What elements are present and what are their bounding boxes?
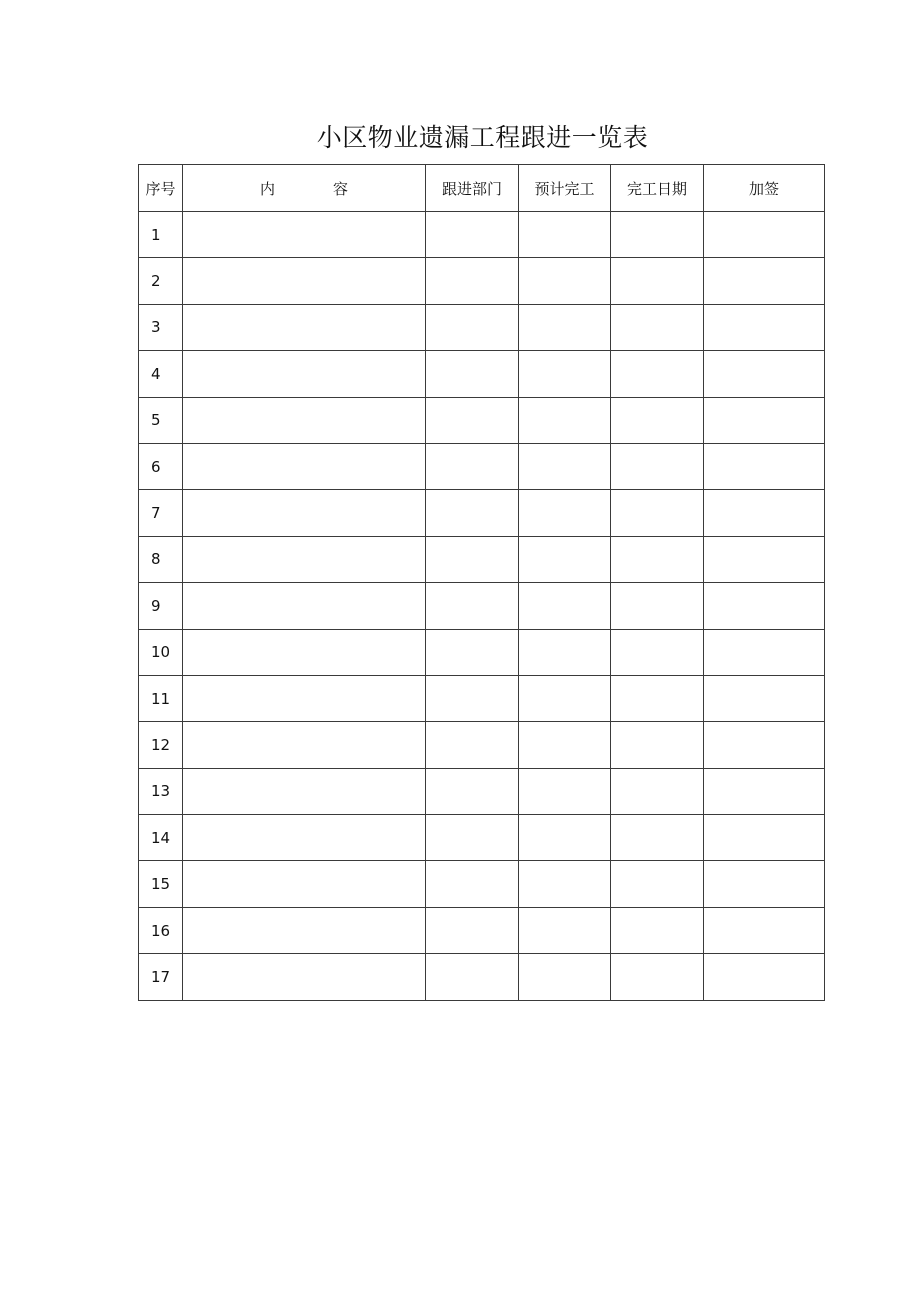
completion-date-cell <box>611 212 704 258</box>
expected-completion-cell <box>519 536 611 582</box>
content-cell <box>183 861 426 907</box>
expected-completion-cell <box>519 675 611 721</box>
completion-date-cell <box>611 304 704 350</box>
row-number: 5 <box>139 397 183 443</box>
row-number: 16 <box>139 907 183 953</box>
department-cell <box>426 722 519 768</box>
signature-cell <box>704 722 825 768</box>
completion-date-cell <box>611 954 704 1000</box>
signature-cell <box>704 768 825 814</box>
signature-cell <box>704 351 825 397</box>
row-number: 13 <box>139 768 183 814</box>
row-number: 10 <box>139 629 183 675</box>
row-number: 12 <box>139 722 183 768</box>
signature-cell <box>704 675 825 721</box>
table-row <box>139 258 825 304</box>
content-cell <box>183 954 426 1000</box>
completion-date-cell <box>611 258 704 304</box>
completion-date-cell <box>611 351 704 397</box>
expected-completion-cell <box>519 351 611 397</box>
signature-cell <box>704 536 825 582</box>
content-cell <box>183 629 426 675</box>
signature-cell <box>704 907 825 953</box>
content-cell <box>183 304 426 350</box>
signature-cell <box>704 490 825 536</box>
department-cell <box>426 861 519 907</box>
table-row <box>139 675 825 721</box>
department-cell <box>426 583 519 629</box>
expected-completion-cell <box>519 629 611 675</box>
signature-cell <box>704 212 825 258</box>
signature-cell <box>704 629 825 675</box>
header-seq: 序号 <box>139 165 183 212</box>
expected-completion-cell <box>519 490 611 536</box>
header-department: 跟进部门 <box>426 165 519 212</box>
table-row <box>139 351 825 397</box>
completion-date-cell <box>611 675 704 721</box>
expected-completion-cell <box>519 722 611 768</box>
row-number: 7 <box>139 490 183 536</box>
content-cell <box>183 443 426 489</box>
completion-date-cell <box>611 490 704 536</box>
header-content-part2: 容 <box>333 179 349 198</box>
table-row <box>139 583 825 629</box>
table-row <box>139 815 825 861</box>
header-signature: 加签 <box>704 165 825 212</box>
department-cell <box>426 258 519 304</box>
row-number: 11 <box>139 675 183 721</box>
expected-completion-cell <box>519 907 611 953</box>
table-row <box>139 907 825 953</box>
content-cell <box>183 490 426 536</box>
completion-date-cell <box>611 583 704 629</box>
content-cell <box>183 675 426 721</box>
page-title: 小区物业遗漏工程跟进一览表 <box>316 123 649 152</box>
table-row <box>139 304 825 350</box>
signature-cell <box>704 583 825 629</box>
department-cell <box>426 443 519 489</box>
header-completion-date: 完工日期 <box>611 165 704 212</box>
signature-cell <box>704 954 825 1000</box>
content-cell <box>183 212 426 258</box>
content-cell <box>183 536 426 582</box>
follow-up-table <box>138 164 825 1001</box>
department-cell <box>426 304 519 350</box>
expected-completion-cell <box>519 258 611 304</box>
header-content-part1: 内 <box>259 179 275 198</box>
content-cell <box>183 768 426 814</box>
row-number: 15 <box>139 861 183 907</box>
table-row <box>139 536 825 582</box>
row-number: 17 <box>139 954 183 1000</box>
table-row <box>139 954 825 1000</box>
content-cell <box>183 397 426 443</box>
signature-cell <box>704 443 825 489</box>
signature-cell <box>704 397 825 443</box>
table-row <box>139 722 825 768</box>
content-cell <box>183 583 426 629</box>
expected-completion-cell <box>519 443 611 489</box>
row-number: 1 <box>139 212 183 258</box>
department-cell <box>426 212 519 258</box>
completion-date-cell <box>611 443 704 489</box>
content-cell <box>183 907 426 953</box>
row-number: 2 <box>139 258 183 304</box>
table-row <box>139 629 825 675</box>
department-cell <box>426 629 519 675</box>
department-cell <box>426 907 519 953</box>
header-expected-completion: 预计完工 <box>519 165 611 212</box>
row-number: 9 <box>139 583 183 629</box>
table-row <box>139 490 825 536</box>
expected-completion-cell <box>519 954 611 1000</box>
table-row <box>139 212 825 258</box>
department-cell <box>426 351 519 397</box>
expected-completion-cell <box>519 212 611 258</box>
department-cell <box>426 815 519 861</box>
expected-completion-cell <box>519 583 611 629</box>
department-cell <box>426 536 519 582</box>
department-cell <box>426 954 519 1000</box>
table-row <box>139 397 825 443</box>
content-cell <box>183 351 426 397</box>
signature-cell <box>704 304 825 350</box>
header-content <box>183 165 426 212</box>
department-cell <box>426 490 519 536</box>
signature-cell <box>704 258 825 304</box>
row-number: 6 <box>139 443 183 489</box>
content-cell <box>183 722 426 768</box>
completion-date-cell <box>611 768 704 814</box>
completion-date-cell <box>611 722 704 768</box>
row-number: 3 <box>139 304 183 350</box>
completion-date-cell <box>611 861 704 907</box>
completion-date-cell <box>611 629 704 675</box>
expected-completion-cell <box>519 861 611 907</box>
row-number: 8 <box>139 536 183 582</box>
expected-completion-cell <box>519 397 611 443</box>
completion-date-cell <box>611 815 704 861</box>
table-row <box>139 443 825 489</box>
table-row <box>139 768 825 814</box>
completion-date-cell <box>611 536 704 582</box>
row-number: 14 <box>139 815 183 861</box>
department-cell <box>426 768 519 814</box>
completion-date-cell <box>611 907 704 953</box>
department-cell <box>426 675 519 721</box>
completion-date-cell <box>611 397 704 443</box>
expected-completion-cell <box>519 304 611 350</box>
expected-completion-cell <box>519 815 611 861</box>
content-cell <box>183 815 426 861</box>
signature-cell <box>704 815 825 861</box>
signature-cell <box>704 861 825 907</box>
expected-completion-cell <box>519 768 611 814</box>
table-header-row <box>139 165 825 212</box>
table-body <box>139 212 825 1001</box>
content-cell <box>183 258 426 304</box>
department-cell <box>426 397 519 443</box>
row-number: 4 <box>139 351 183 397</box>
table-row <box>139 861 825 907</box>
